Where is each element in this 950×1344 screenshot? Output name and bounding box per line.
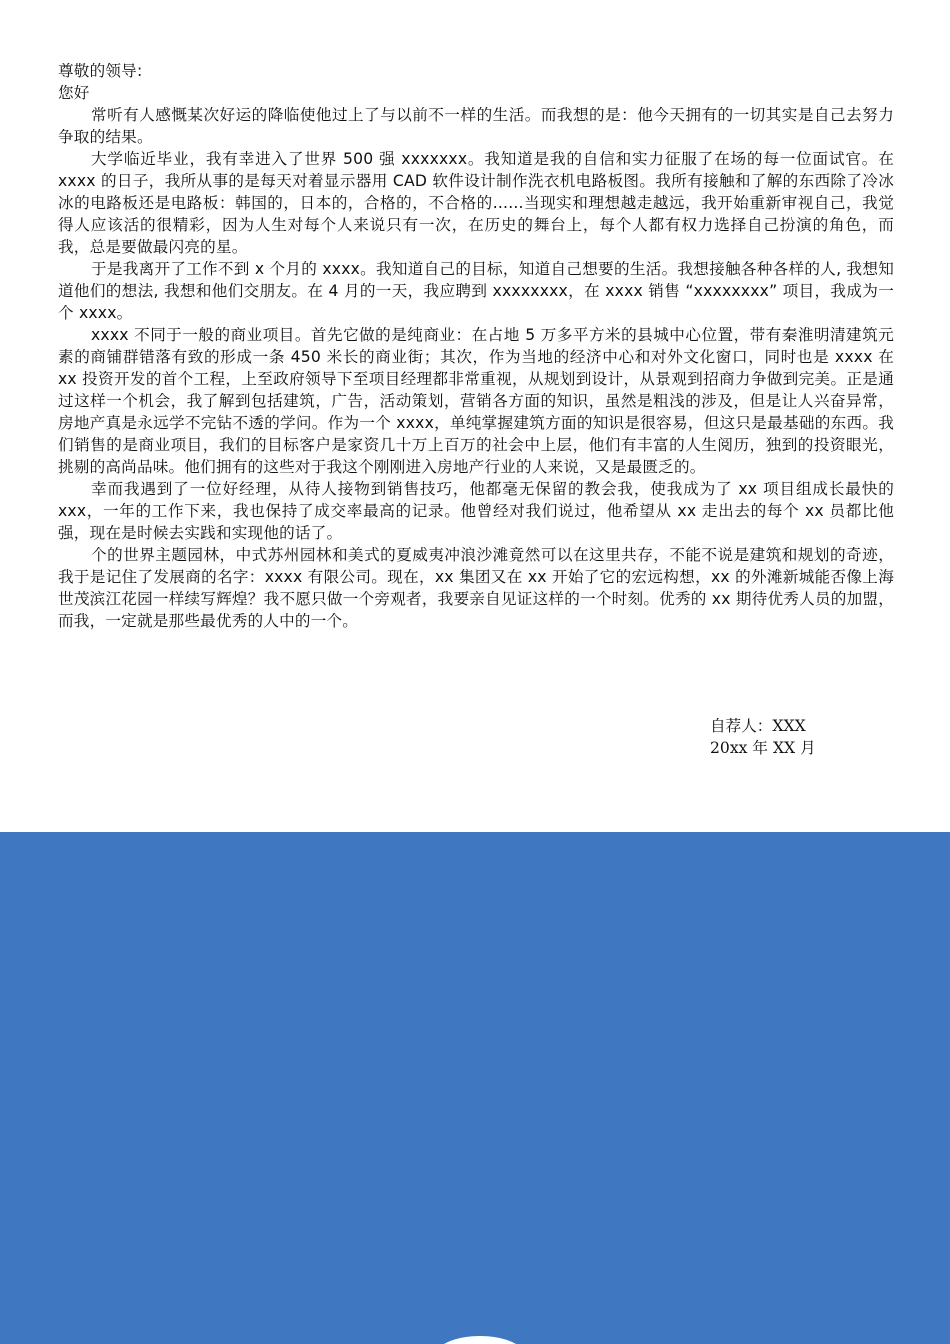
paragraph: xxxx 不同于一般的商业项目。首先它做的是纯商业：在占地 5 万多平方米的县城中心位置，带有秦淮明清建筑元素的商铺群错落有致的形成一条 450 米长的商业街；其次，作为当地的经济中心和对外文化窗口，同时也是 xxxx 在 xx 投资开发的首个工程，上至政府领导下至项目经理都非常重视，从规划到设计，从景观到招商力争做到完美。正是通过这样一个机会，我了解到包括建筑，广告，活动策划，营销各方面的知识，虽然是粗浅的涉及，但是让人兴奋异常，房地产真是永远学不完钻不透的学问。作为一个 xxxx，单纯掌握建筑方面的知识是很容易，但这只是最基础的东西。我们销售的是商业项目，我们的目标客户是家资几十万上百万的社会中上层，他们有丰富的人生阅历，独到的投资眼光，挑剔的高尚品味。他们拥有的这些对于我这个刚刚进入房地产行业的人来说，又是最匮乏的。 (58, 326, 894, 476)
letter-body (58, 60, 894, 632)
paragraph: 幸而我遇到了一位好经理，从待人接物到销售技巧，他都毫无保留的教会我，使我成为了 xx 项目组成长最快的 xxx，一年的工作下来，我也保持了成交率最高的记录。他曾经对我们说过，他希望从 xx 走出去的每个 xx 员都比他强，现在是时候去实践和实现他的话了。 (58, 480, 894, 542)
paragraph: 大学临近毕业，我有幸进入了世界 500 强 xxxxxxx。我知道是我的自信和实力征服了在场的每一位面试官。在 xxxx 的日子，我所从事的是每天对着显示器用 CAD 软件设计制作洗衣机电路板图。我所有接触和了解的东西除了冷冰冰的电路板还是电路板：韩国的，日本的，合格的，不合格的......当现实和理想越走越远，我开始重新审视自己，我觉得人应该活的很精彩，因为人生对每个人来说只有一次，在历史的舞台上，每个人都有权力选择自己扮演的角色，而我，总是要做最闪亮的星。 (58, 150, 894, 256)
salutation: 尊敬的领导: (58, 62, 143, 80)
paragraph: 于是我离开了工作不到 x 个月的 xxxx。我知道自己的目标，知道自己想要的生活。我想接触各种各样的人, 我想知道他们的想法, 我想和他们交朋友。在 4 月的一天，我应聘到 xxxxxxxx，在 xxxx 销售 “xxxxxxxx” 项目，我成为一个 xxxx。 (58, 260, 894, 322)
paragraph: 个的世界主题园林，中式苏州园林和美式的夏威夷冲浪沙滩竟然可以在这里共存，不能不说是建筑和规划的奇迹，我于是记住了发展商的名字：xxxx 有限公司。现在，xx 集团又在 xx 开始了它的宏远构想，xx 的外滩新城能否像上海世茂滨江花园一样续写辉煌？我不愿只做一个旁观者，我要亲自见证这样的一个时刻。优秀的 xx 期待优秀人员的加盟，而我，一定就是那些最优秀的人中的一个。 (58, 546, 894, 630)
signature-date: 20xx 年 XX 月 (710, 739, 816, 757)
signature-name: 自荐人：XXX (710, 717, 806, 735)
paragraph: 常听有人感慨某次好运的降临使他过上了与以前不一样的生活。而我想的是：他今天拥有的一切其实是自己去努力争取的结果。 (58, 106, 894, 146)
signature-block (710, 715, 816, 759)
white-arc-decoration (435, 1336, 525, 1344)
greeting: 您好 (58, 84, 90, 102)
blue-footer-band (0, 832, 950, 1344)
